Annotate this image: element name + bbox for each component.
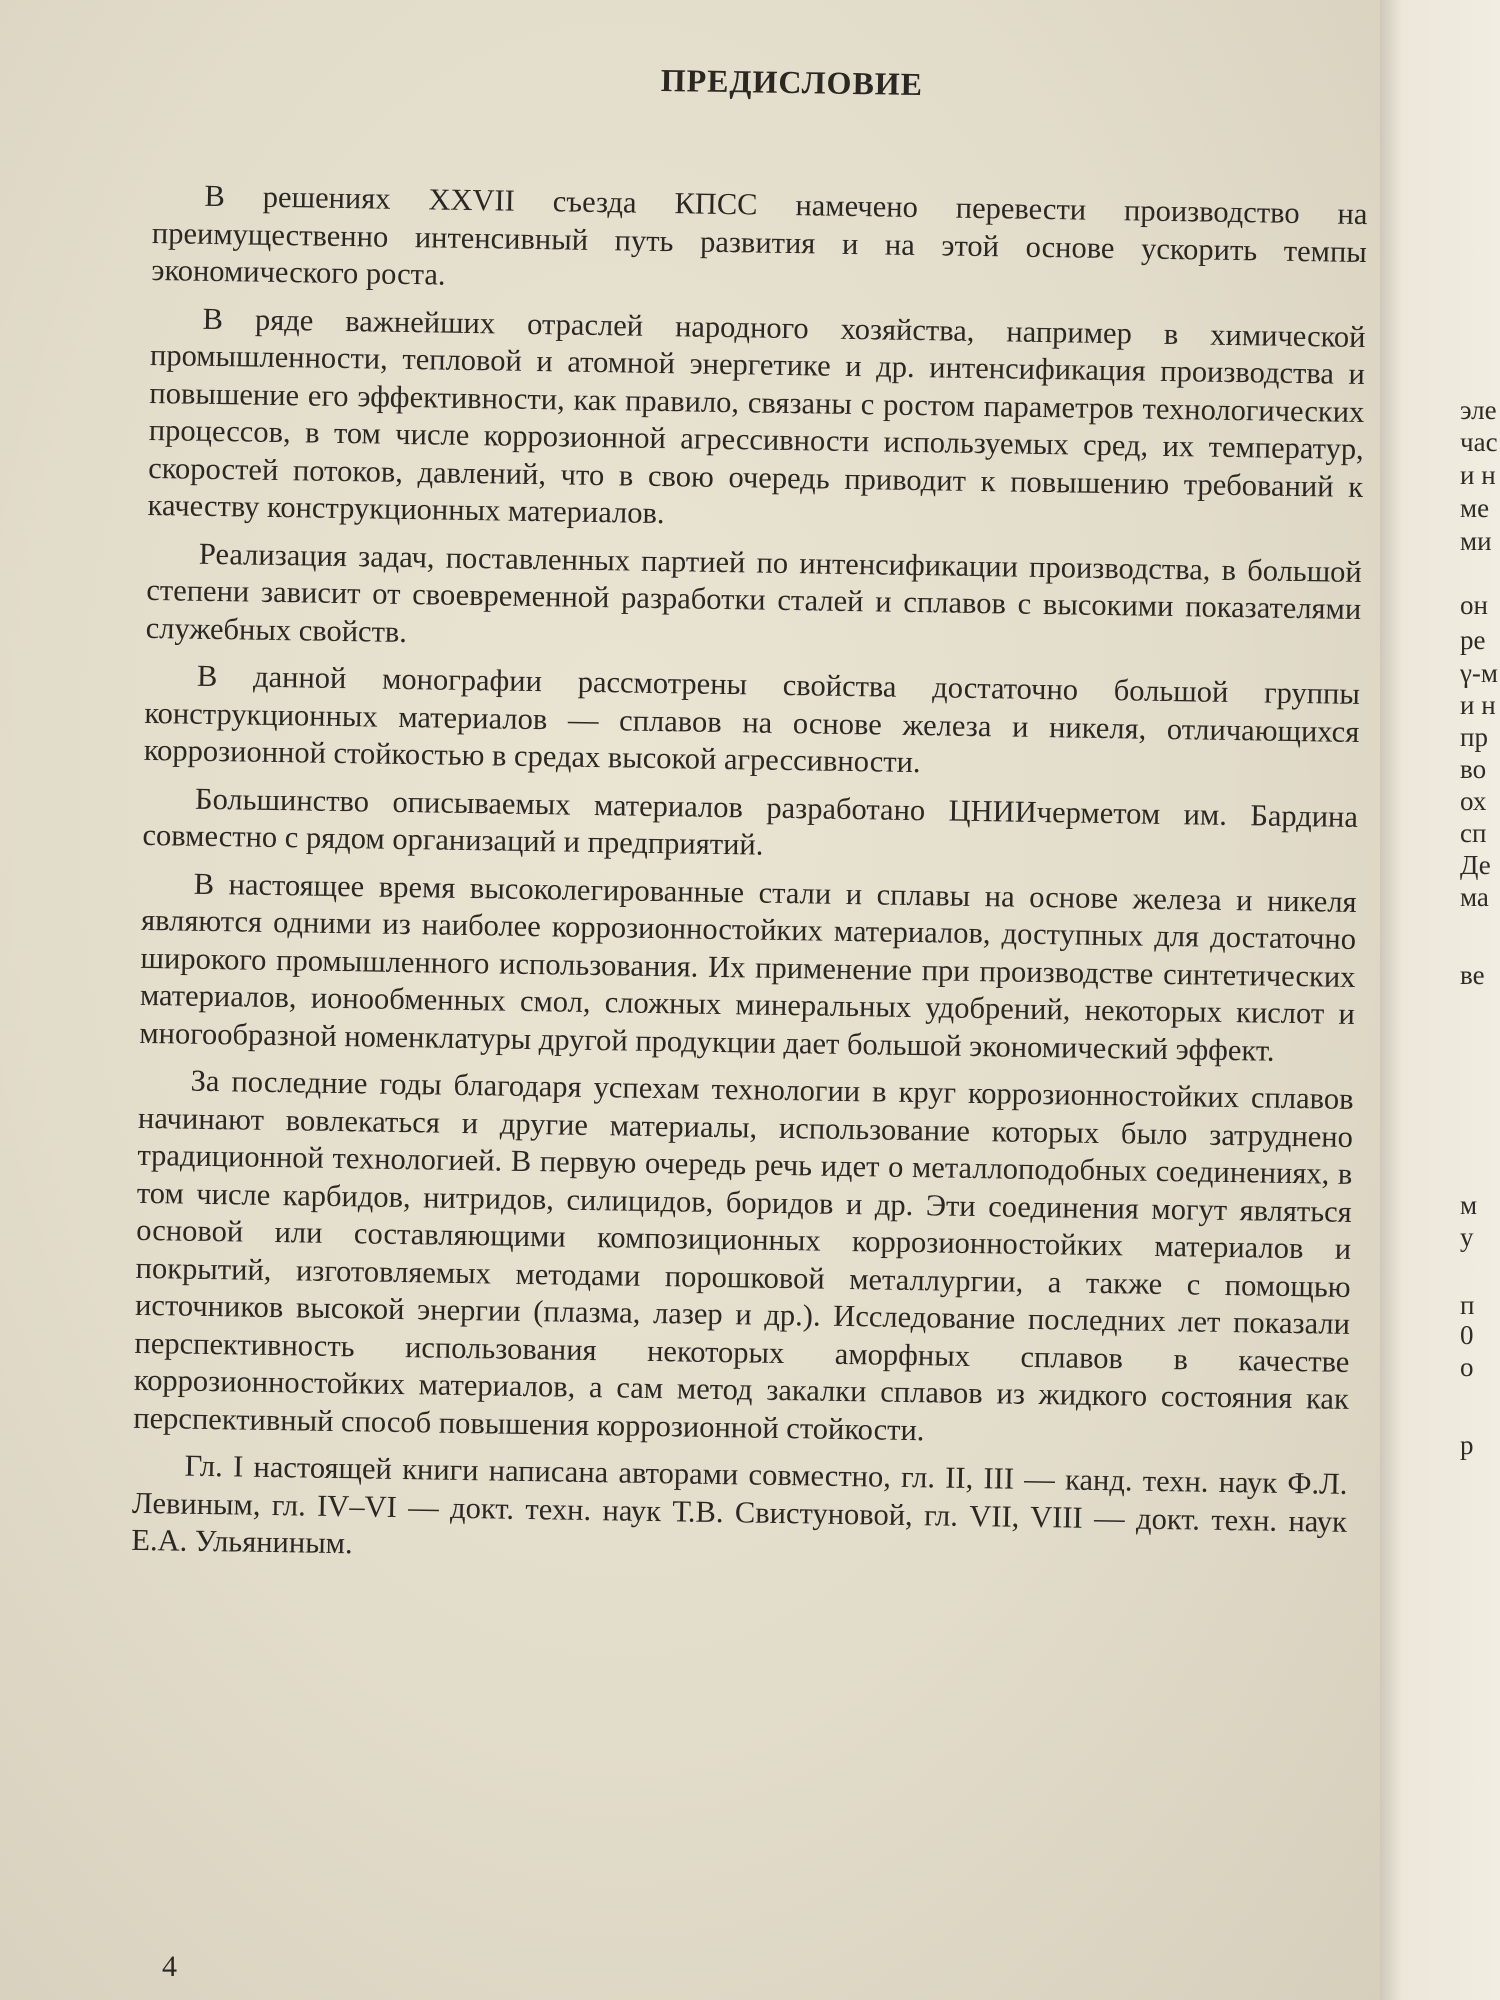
facing-page-fragment: Де xyxy=(1460,850,1491,880)
page-title: ПРЕДИСЛОВИЕ xyxy=(660,61,924,103)
facing-page-fragment: ме xyxy=(1460,493,1490,523)
facing-page-fragment: ре xyxy=(1460,625,1486,655)
facing-page-fragment: м xyxy=(1460,1190,1478,1220)
facing-page-fragment: эле xyxy=(1460,395,1497,425)
paragraph: В данной монографии рассмотрены свойства достаточно большой группы конструкционных материалов — сплавов на основе железа и никеля, отличающихся коррозионной стойкостью в средах высокой агрессивности. xyxy=(143,658,1361,780)
facing-page-fragment: о xyxy=(1460,1352,1474,1382)
paragraph: Большинство описываемых материалов разработано ЦНИИчерметом им. Бардина совместно с рядом организаций и предприятий. xyxy=(142,781,1359,862)
facing-page-fragment: час xyxy=(1460,427,1498,457)
facing-page-fragment: сп xyxy=(1460,818,1487,848)
facing-page-fragment: у xyxy=(1460,1222,1474,1252)
page-text-block xyxy=(131,40,1370,1588)
facing-page-fragment: и н xyxy=(1460,690,1496,720)
facing-page-fragment: ве xyxy=(1460,960,1485,990)
facing-page-fragment: р xyxy=(1460,1430,1474,1460)
facing-page-fragment: пр xyxy=(1460,722,1488,752)
facing-page-fragment: он xyxy=(1460,590,1488,620)
facing-page-fragment: и н xyxy=(1460,460,1496,490)
paragraph: За последние годы благодаря успехам технологии в круг коррозионностойких сплавов начинают вовлекаться и другие материалы, использование которых было затруднено традиционной технологией. В первую очередь речь идет о металлоподобных соединениях, в том числе карбидов, нитридов, силицидов, боридов и др. Эти соединения могут являться основой или составляющими композиционных коррозионностойких материалов и покрытий, изготовляемых методами порошковой металлургии, а также с помощью источников высокой энергии (плазма, лазер и др.). Исследование последних лет показали перспективность использования некоторых аморфных сплавов в качестве коррозионностойких материалов, а сам метод закалки сплавов из жидкого состояния как перспективный способ повышения коррозионной стойкости. xyxy=(133,1063,1354,1447)
facing-page-fragment: п xyxy=(1460,1290,1475,1320)
facing-page-fragment: ох xyxy=(1460,786,1487,816)
facing-page-fragment: ма xyxy=(1460,882,1489,912)
page-number: 4 xyxy=(162,1950,177,1983)
facing-page-fragment: γ-м xyxy=(1460,658,1499,688)
paragraph: Реализация задач, поставленных партией по интенсификации производства, в большой степени зависит от своевременной разработки сталей и сплавов с высокими показателями служебных свойств. xyxy=(145,536,1363,649)
paragraph: В настоящее время высоколегированные стали и сплавы на основе железа и никеля являются одними из наиболее коррозионностойких материалов, доступных для достаточно широкого промышленного использования. Их применение при производстве синтетических материалов, ионообменных смол, сложных минеральных удобрений, некоторых кислот и многообразной номенклатуры другой продукции дает большой экономический эффект. xyxy=(139,866,1357,1068)
facing-page-fragment: 0 xyxy=(1460,1320,1474,1350)
paragraph: В решениях XXVII съезда КПСС намечено перевести производство на преимущественно интенсивный путь развития и на этой основе ускорить темпы экономического роста. xyxy=(151,178,1368,292)
facing-page-fragment: ми xyxy=(1460,526,1492,556)
facing-page-fragment: во xyxy=(1460,754,1487,784)
paragraph: Гл. I настоящей книги написана авторами совместно, гл. II, III — канд. техн. наук Ф.Л. Левиным, гл. IV–VI — докт. техн. наук Т.В. Свистуновой, гл. VII, VIII — докт. техн. наук Е.А. Ульяниным. xyxy=(131,1448,1348,1561)
facing-page xyxy=(1380,0,1500,2000)
paragraph: В ряде важнейших отраслей народного хозяйства, например в химической промышленности, тепловой и атомной энергетике и др. интенсификация производства и повышение его эффективности, как правило, связаны с ростом параметров технологических процессов, в том числе коррозионной агрессивности используемых сред, их температур, скоростей потоков, давлений, что в свою очередь приводит к повышению требований к качеству конструкционных материалов. xyxy=(147,301,1366,531)
